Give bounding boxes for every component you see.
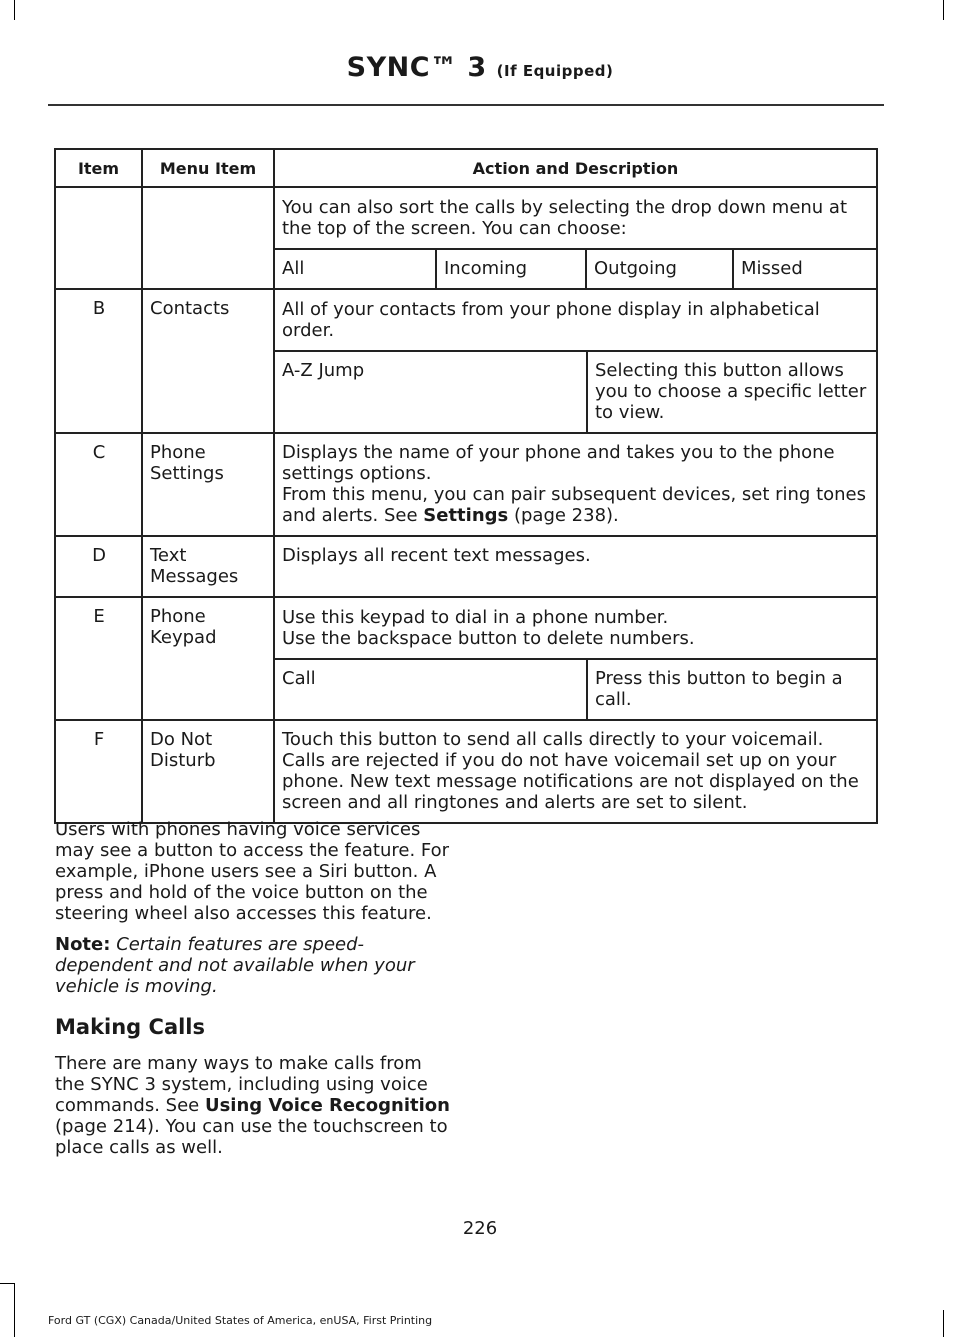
menu-cell: Phone Settings [142, 433, 274, 536]
body-paragraph [55, 1053, 450, 1158]
item-cell [55, 187, 142, 289]
description-block [275, 598, 876, 658]
description-text [282, 484, 870, 526]
column-header-menu-item: Menu Item [142, 149, 274, 187]
sort-options-row [275, 248, 876, 288]
description-cell [274, 433, 877, 536]
crop-mark [14, 1283, 15, 1337]
table-row [55, 597, 877, 720]
sub-description: Press this button to begin a call. [586, 660, 876, 719]
menu-table [54, 148, 878, 824]
paragraph-text: There are many ways to make calls from the SYNC 3 system, including using voice commands. See [55, 1053, 428, 1116]
description-cell [274, 187, 877, 289]
page-footer: Ford GT (CGX) Canada/United States of America, enUSA, First Printing [48, 1314, 433, 1327]
item-cell: C [55, 433, 142, 536]
item-cell: B [55, 289, 142, 433]
description-text: Use this keypad to dial in a phone number. [282, 607, 669, 628]
description-text: All of your contacts from your phone display in alphabetical order. [282, 299, 820, 341]
description-cell: Touch this button to send all calls directly to your voicemail. Calls are rejected if you do not have voicemail set up on your phone. New text message notifications are not displayed on the screen and all ringtones and alerts are set to silent. [274, 720, 877, 823]
description-cell [274, 289, 877, 433]
note-block [55, 934, 450, 997]
menu-cell [142, 187, 274, 289]
sub-description: Selecting this button allows you to choose a specific letter to view. [586, 352, 876, 432]
description-text: Use the backspace button to delete numbers. [282, 628, 695, 649]
page-reference: (page 238). [508, 505, 619, 526]
column-header-action: Action and Description [274, 149, 877, 187]
sub-label: A-Z Jump [282, 360, 365, 381]
table-row [55, 536, 877, 597]
crop-mark [0, 1283, 15, 1284]
table-header-row [55, 149, 877, 187]
cross-reference: Settings [423, 505, 509, 526]
crop-mark [943, 0, 944, 20]
header-title: SYNC™ 3 [346, 52, 487, 83]
description-text: You can also sort the calls by selecting the drop down menu at the top of the screen. You can choose: [282, 197, 848, 239]
item-cell: D [55, 536, 142, 597]
table-row [55, 289, 877, 433]
description-cell [274, 597, 877, 720]
crop-mark [14, 0, 15, 20]
cross-reference: Using Voice Recognition [204, 1095, 450, 1116]
page-header [0, 52, 960, 83]
description-cell: Displays all recent text messages. [274, 536, 877, 597]
menu-cell: Phone Keypad [142, 597, 274, 720]
header-divider [48, 104, 884, 106]
note-text: Certain features are speed-dependent and not available when your vehicle is moving. [55, 934, 415, 997]
description-text: Displays the name of your phone and takes you to the phone settings options. [282, 442, 835, 484]
option-outgoing: Outgoing [585, 250, 732, 288]
menu-cell: Contacts [142, 289, 274, 433]
option-all: All [282, 258, 305, 279]
section-heading: Making Calls [55, 1015, 206, 1039]
crop-mark [943, 1310, 944, 1337]
item-cell: F [55, 720, 142, 823]
header-subtitle: (If Equipped) [496, 62, 614, 80]
sub-row [275, 350, 876, 432]
page-number: 226 [462, 1218, 498, 1239]
description-text: From this menu, you can pair subsequent devices, set ring tones and alerts. See [282, 484, 867, 526]
menu-cell: Do Not Disturb [142, 720, 274, 823]
sub-row [275, 658, 876, 719]
table-row [55, 720, 877, 823]
table-row [55, 187, 877, 289]
item-cell: E [55, 597, 142, 720]
table-row [55, 433, 877, 536]
option-missed: Missed [732, 250, 876, 288]
paragraph-text: (page 214). You can use the touchscreen to place calls as well. [55, 1116, 448, 1158]
option-incoming: Incoming [435, 250, 585, 288]
note-label: Note: [55, 934, 111, 955]
body-paragraph: Users with phones having voice services may see a button to access the feature. For example, iPhone users see a Siri button. A press and hold of the voice button on the steering wheel also accesses this feature. [55, 819, 450, 924]
sub-label: Call [282, 668, 316, 689]
menu-cell: Text Messages [142, 536, 274, 597]
column-header-item: Item [55, 149, 142, 187]
